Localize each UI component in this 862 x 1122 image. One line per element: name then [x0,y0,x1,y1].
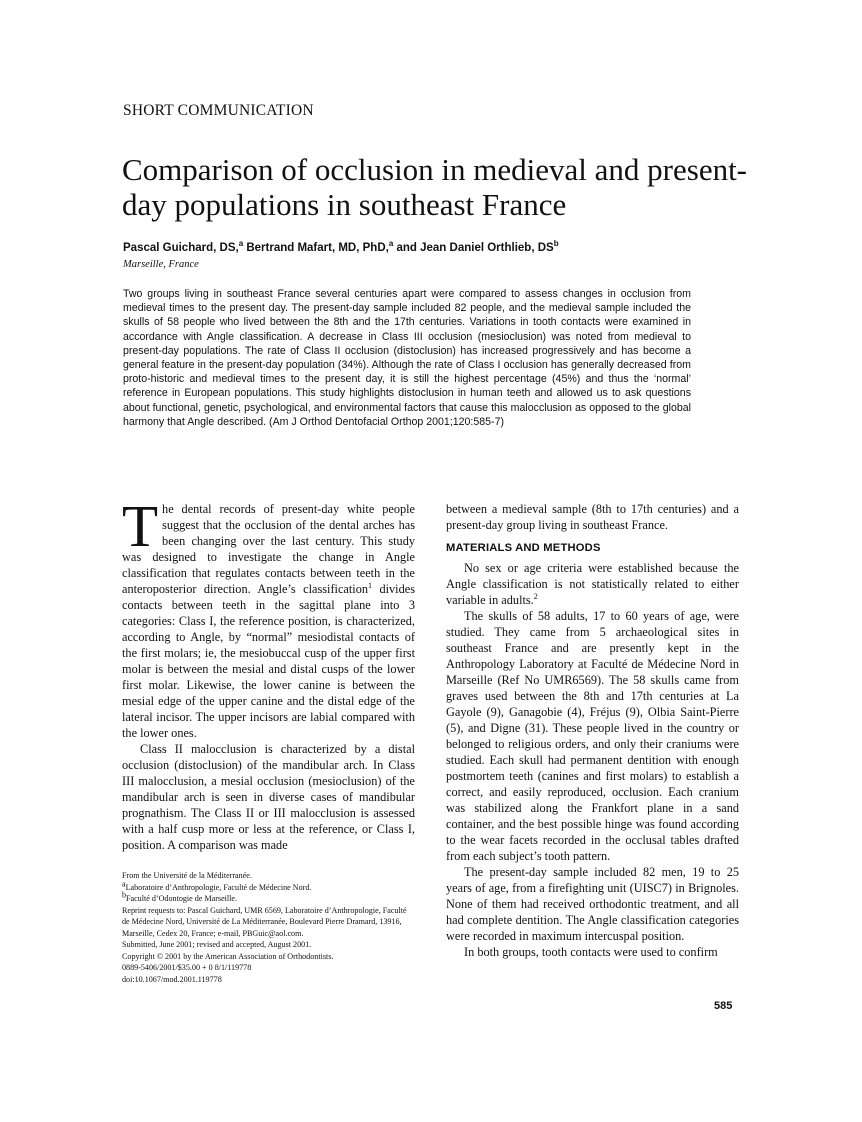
body-paragraph [446,560,739,608]
footnote-text: Faculté d’Odontogie de Marseille. [126,894,238,903]
body-paragraph: The skulls of 58 adults, 17 to 60 years of age, were studied. They came from 5 archaeological sites in southeast France and are presently kept in the Anthropology Laboratory at Faculté de Médecine Nord in Marseille (Ref No UMR6569). The 58 skulls came from graves used between the 8th and 17th centuries at La Gayole (9), Ganagobie (4), Fréjus (9), Olbia Saint-Pierre (5), and Digne (31). These people lived in the country or belonged to religious orders, and only their craniums were studied. Each skull had permanent dentition with enough postmortem teeth (canines and first molars) to establish a correct, and easily reproduced, occlusion. Each cranium was stabilized along the Frankfort plane in a sand container, and the best possible hinge was found according to the wear facets recorded in the occlusal tables drafted from each subject’s tooth pattern. [446,609,739,863]
abstract: Two groups living in southeast France several centuries apart were compared to assess changes in occlusion from medieval times to the present day. The present-day sample included 82 people, and the medieval sample included the skulls of 58 people who lived between the 8th and the 17th centuries. Variations in tooth contacts were examined in accordance with Angle classification. A decrease in Class III occlusion (mesioclusion) was noted from medieval to present-day populations. The rate of Class II occlusion (distoclusion) has increased progressively and has become a general feature in the present-day population (34%). Although the rate of Class I occlusion has generally decreased from proto-historic and medieval times to the present day, it is still the highest percentage (45%) and thus the ‘normal’ reference in European populations. This study highlights distoclusion in human teeth and allowed us to ask questions about functional, genetic, psychological, and environmental factors that cause this malocclusion as opposed to the global harmony that Angle described. (Am J Orthod Dentofacial Orthop 2001;120:585-7) [123,288,691,428]
footnote-mark: a [122,878,126,888]
footnote-from: From the Université de la Méditerranée. [122,871,252,880]
author-1: Pascal Guichard, DS, [123,242,239,254]
footnote-reprints: Reprint requests to: Pascal Guichard, UMR 6569, Laboratoire d’Anthropologie, Faculté de Médecine Nord, Université de La Méditerranée, Boulevard Pierre Dramard, 13916, Marseille, Cedex 20, France; e-mail, PBGuic@aol.com. [122,905,407,938]
paragraph-text: he dental records of present-day white people suggest that the occlusion of the dental arches has been changing over the last century. This study was designed to investigate the change in Angle classification that regulates contacts between teeth in the anteroposterior direction. Angle’s classification [122,502,415,596]
body-paragraph [122,493,415,741]
body-column-right [446,501,739,960]
body-paragraph: The present-day sample included 82 men, 19 to 25 years of age, from a firefighting unit (UISC7) in Brignoles. None of them had received orthodontic treatment, and all had complete dentition. The Angle classification categories were recorded in maximum intercuspal position. [446,865,739,943]
footnote-submitted: Submitted, June 2001; revised and accepted, August 2001. [122,940,312,949]
affiliation-mark: a [238,239,244,249]
citation-ref[interactable]: 2 [533,591,538,601]
body-column-left [122,493,415,853]
footnote-mark: b [122,890,126,900]
footnote-doi[interactable]: doi:10.1067/mod.2001.119778 [122,974,222,984]
body-paragraph: Class II malocclusion is characterized by a distal occlusion (distoclusion) of the mandibular arch. In Class III malocclusion, a mesial occlusion (mesioclusion) of the mandibular arch is seen in diverse cases of mandibular prognathism. The Class II or III malocclusion is assessed with a half cusp more or less at the reference, or Class I, position. A comparison was made [122,742,415,852]
page-number: 585 [714,1000,733,1012]
affiliation-mark: b [553,239,559,249]
footnote-text: Laboratoire d’Anthropologie, Faculté de Médecine Nord. [125,882,312,892]
footnote-b [122,890,415,905]
author-location: Marseille, France [123,259,199,270]
drop-cap: T [122,493,159,559]
footnote-a [122,878,415,894]
author-3: and Jean Daniel Orthlieb, DS [393,242,554,254]
section-heading-methods: MATERIALS AND METHODS [446,542,601,554]
footnote-code: 0889-5406/2001/$35.00 + 0 8/1/119778 [122,963,252,972]
section-label: SHORT COMMUNICATION [123,102,314,119]
footnotes [122,870,415,985]
body-paragraph: In both groups, tooth contacts were used to confirm [464,945,718,959]
paragraph-text: divides contacts between teeth in the sagittal plane into 3 categories: Class I, the reference position, is characterized, according to Angle, by “normal” mesiodistal contacts of the first molars; ie, the mesiobuccal cusp of the upper first molar is between the mesial and distal cusps of the lower first molar. Likewise, the lower canine is between the mesial edge of the upper canine and the distal edge of the lateral incisor. The upper incisors are labial compared with the lower ones. [122,582,415,740]
paragraph-text: No sex or age criteria were established because the Angle classification is not statistically related to either variable in adults. [446,561,739,607]
footnote-copyright: Copyright © 2001 by the American Association of Orthodontists. [122,951,334,961]
author-2: Bertrand Mafart, MD, PhD, [243,242,389,254]
citation-ref[interactable]: 1 [368,580,373,590]
affiliation-mark: a [388,239,394,249]
body-paragraph: between a medieval sample (8th to 17th centuries) and a present-day group living in southeast France. [446,502,739,532]
author-list [123,239,559,254]
article-title: Comparison of occlusion in medieval and present-day populations in southeast France [122,152,748,222]
